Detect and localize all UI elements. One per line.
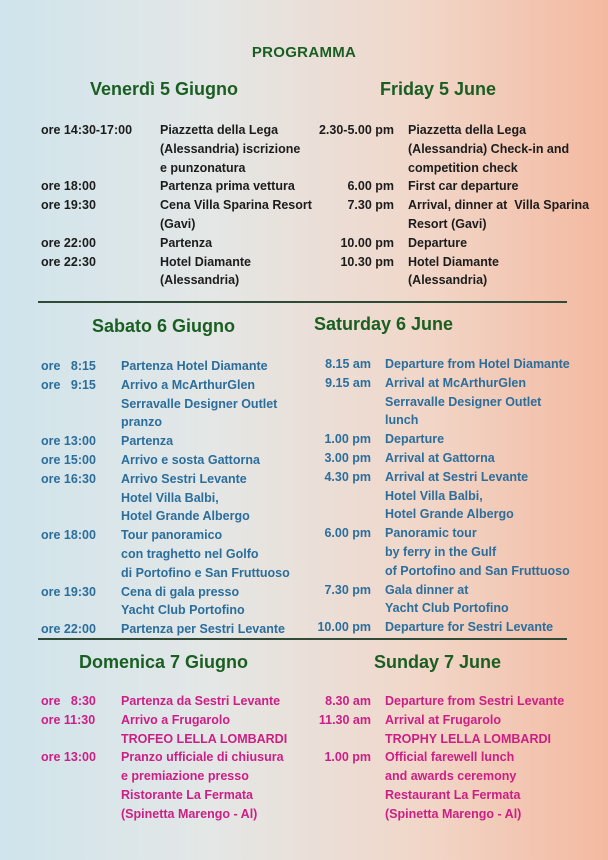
schedule-time: ore 9:15	[41, 377, 96, 392]
schedule-time: 6.00 pm	[347, 179, 394, 194]
it-day-heading-sunday: Domenica 7 Giugno	[79, 652, 249, 672]
schedule-time: 10.00 pm	[340, 235, 394, 250]
it-day-heading-saturday: Sabato 6 Giugno	[92, 316, 236, 336]
schedule-line	[41, 767, 287, 786]
schedule-time: ore 19:30	[41, 198, 96, 213]
schedule-line	[305, 524, 570, 543]
schedule-description: Piazzetta della Lega	[408, 123, 527, 137]
schedule-time: ore 18:00	[41, 528, 96, 543]
schedule-time	[41, 395, 107, 414]
schedule-description: e premiazione presso	[121, 769, 249, 784]
schedule-line	[41, 121, 312, 140]
schedule-line	[305, 767, 564, 786]
schedule-line	[305, 505, 570, 524]
schedule-line	[305, 374, 570, 393]
schedule-line	[41, 159, 312, 178]
spacer	[107, 805, 121, 824]
schedule-time	[41, 601, 107, 620]
spacer	[371, 430, 385, 449]
en-day-heading-sunday: Sunday 7 June	[374, 652, 502, 672]
spacer	[107, 692, 121, 711]
schedule-time: 9.15 am	[325, 375, 371, 390]
schedule-time: ore 11:30	[41, 712, 96, 727]
schedule-description: Partenza	[121, 434, 174, 449]
schedule-time	[305, 786, 371, 805]
schedule-description: Panoramic tour	[385, 526, 477, 541]
schedule-time: ore 22:00	[41, 235, 96, 250]
schedule-description: Hotel Diamante	[408, 254, 499, 269]
schedule-line	[302, 140, 589, 159]
schedule-description: Partenza da Sestri Levante	[121, 694, 281, 708]
schedule-description: Arrivo e sosta Gattorna	[121, 452, 260, 467]
spacer	[371, 692, 385, 711]
schedule-time	[305, 505, 371, 524]
schedule-line	[41, 507, 290, 526]
schedule-time	[41, 805, 107, 824]
schedule-time	[305, 730, 371, 749]
schedule-time	[305, 599, 371, 618]
schedule-description: competition check	[408, 160, 518, 175]
schedule-time: 2.30-5.00 pm	[318, 123, 394, 137]
en-day-heading-friday: Friday 5 June	[380, 79, 497, 99]
schedule-description: by ferry in the Gulf	[385, 544, 497, 559]
schedule-line	[302, 253, 589, 272]
schedule-description: Cena di gala presso	[121, 584, 240, 599]
schedule-time	[41, 545, 107, 564]
schedule-time: 7.30 pm	[347, 198, 394, 213]
schedule-time	[41, 140, 146, 159]
spacer	[107, 507, 121, 526]
schedule-line	[305, 786, 564, 805]
schedule-description: Hotel Villa Balbi,	[385, 488, 483, 503]
spacer	[107, 767, 121, 786]
spacer	[371, 711, 385, 730]
schedule-line	[41, 545, 290, 564]
schedule-time	[302, 159, 394, 178]
spacer	[146, 234, 160, 253]
en-schedule-sunday	[305, 692, 564, 824]
schedule-line	[41, 620, 290, 639]
schedule-line	[41, 601, 290, 620]
section-divider	[38, 638, 567, 640]
schedule-description: Hotel Villa Balbi,	[121, 490, 219, 505]
schedule-description: di Portofino e San Fruttuoso	[121, 565, 290, 580]
schedule-description: Arrival at McArthurGlen	[385, 375, 527, 390]
spacer	[107, 413, 121, 432]
schedule-description: Tour panoramico	[121, 528, 223, 543]
spacer	[371, 599, 385, 618]
schedule-description: Restaurant La Fermata	[385, 787, 521, 802]
schedule-time	[41, 507, 107, 526]
schedule-line	[305, 748, 564, 767]
schedule-time	[41, 564, 107, 583]
schedule-line	[41, 215, 312, 234]
spacer	[371, 468, 385, 487]
schedule-time	[41, 730, 107, 749]
schedule-line	[41, 786, 287, 805]
schedule-description: (Alessandria)	[408, 273, 488, 288]
spacer	[146, 271, 160, 290]
schedule-line	[305, 393, 570, 412]
schedule-time	[41, 271, 146, 290]
schedule-description: (Alessandria)	[160, 273, 240, 288]
spacer	[371, 786, 385, 805]
spacer	[371, 487, 385, 506]
schedule-description: Partenza Hotel Diamante	[121, 359, 268, 373]
spacer	[146, 196, 160, 215]
spacer	[371, 449, 385, 468]
schedule-time: 1.00 pm	[324, 750, 371, 765]
schedule-description: Arrival at Frugarolo	[385, 712, 501, 727]
schedule-time: ore 22:00	[41, 622, 96, 637]
schedule-line	[302, 271, 589, 290]
schedule-time	[41, 215, 146, 234]
schedule-description: (Alessandria) iscrizione	[160, 141, 301, 156]
schedule-description: Cena Villa Sparina Resort	[160, 198, 312, 213]
spacer	[371, 748, 385, 767]
schedule-time: 10.30 pm	[340, 254, 394, 269]
schedule-line	[302, 121, 589, 140]
schedule-description: Yacht Club Portofino	[385, 601, 509, 616]
schedule-line	[41, 196, 312, 215]
spacer	[371, 562, 385, 581]
spacer	[394, 234, 408, 253]
schedule-line	[41, 395, 290, 414]
schedule-line	[305, 711, 564, 730]
spacer	[107, 526, 121, 545]
spacer	[107, 786, 121, 805]
schedule-description: Piazzetta della Lega	[160, 123, 279, 137]
schedule-time: 4.30 pm	[324, 469, 371, 484]
spacer	[371, 730, 385, 749]
schedule-line	[41, 470, 290, 489]
schedule-time: 8.15 am	[325, 357, 371, 371]
schedule-time: 1.00 pm	[324, 432, 371, 447]
spacer	[107, 620, 121, 639]
schedule-line	[305, 562, 570, 581]
schedule-line	[305, 468, 570, 487]
schedule-description: and awards ceremony	[385, 769, 517, 784]
spacer	[107, 564, 121, 583]
schedule-description: Pranzo ufficiale di chiusura	[121, 750, 284, 765]
schedule-description: Serravalle Designer Outlet	[121, 396, 278, 411]
spacer	[146, 140, 160, 159]
spacer	[107, 730, 121, 749]
schedule-description: of Portofino and San Fruttuoso	[385, 563, 570, 578]
schedule-time	[305, 487, 371, 506]
schedule-description: Official farewell lunch	[385, 750, 515, 765]
schedule-line	[41, 234, 312, 253]
schedule-description: (Alessandria) Check-in and	[408, 141, 570, 156]
spacer	[107, 489, 121, 508]
spacer	[146, 159, 160, 178]
schedule-line	[41, 413, 290, 432]
schedule-time: ore 13:00	[41, 750, 96, 765]
schedule-time: ore 22:30	[41, 254, 96, 269]
schedule-line	[41, 451, 290, 470]
schedule-description: Arrivo Sestri Levante	[121, 471, 247, 486]
spacer	[107, 376, 121, 395]
schedule-time	[302, 215, 394, 234]
schedule-description: (Gavi)	[160, 216, 196, 231]
spacer	[107, 432, 121, 451]
spacer	[371, 581, 385, 600]
section-divider	[38, 301, 567, 303]
spacer	[371, 374, 385, 393]
schedule-description: First car departure	[408, 179, 519, 194]
it-day-heading-friday: Venerdì 5 Giugno	[90, 79, 239, 99]
schedule-time	[41, 413, 107, 432]
schedule-line	[302, 159, 589, 178]
schedule-description: Departure	[385, 432, 445, 447]
schedule-description: (Spinetta Marengo - Al)	[385, 806, 522, 821]
schedule-description: pranzo	[121, 415, 162, 430]
schedule-time	[41, 159, 146, 178]
spacer	[371, 524, 385, 543]
schedule-line	[41, 271, 312, 290]
spacer	[107, 470, 121, 489]
schedule-line	[305, 487, 570, 506]
schedule-line	[302, 215, 589, 234]
schedule-line	[305, 618, 570, 637]
schedule-line	[41, 376, 290, 395]
schedule-description: Partenza	[160, 235, 213, 250]
schedule-description: lunch	[385, 413, 419, 428]
schedule-description: Departure	[408, 235, 468, 250]
schedule-time	[41, 489, 107, 508]
schedule-line	[305, 692, 564, 711]
schedule-line	[41, 253, 312, 272]
schedule-time	[302, 140, 394, 159]
schedule-description: Partenza per Sestri Levante	[121, 622, 285, 637]
schedule-line	[302, 234, 589, 253]
schedule-description: Resort (Gavi)	[408, 216, 487, 231]
schedule-time	[305, 393, 371, 412]
schedule-description: Ristorante La Fermata	[121, 787, 253, 802]
schedule-description: Arrival at Gattorna	[385, 450, 495, 465]
spacer	[394, 159, 408, 178]
en-day-heading-saturday: Saturday 6 June	[314, 314, 454, 334]
schedule-time: ore 18:00	[41, 179, 96, 194]
spacer	[394, 215, 408, 234]
spacer	[371, 411, 385, 430]
schedule-description: e punzonatura	[160, 160, 246, 175]
schedule-time: ore 15:00	[41, 452, 96, 467]
schedule-description: Arrivo a Frugarolo	[121, 712, 231, 727]
schedule-time: ore 14:30-17:00	[41, 123, 133, 137]
spacer	[371, 805, 385, 824]
schedule-time: 11.30 am	[318, 712, 371, 727]
spacer	[107, 601, 121, 620]
schedule-line	[41, 730, 287, 749]
schedule-line	[41, 177, 312, 196]
spacer	[107, 451, 121, 470]
schedule-description: con traghetto nel Golfo	[121, 546, 259, 561]
schedule-description: TROFEO LELLA LOMBARDI	[121, 731, 288, 746]
schedule-time	[305, 562, 371, 581]
schedule-description: Departure from Hotel Diamante	[385, 357, 570, 371]
spacer	[394, 121, 408, 140]
schedule-time: 7.30 pm	[324, 582, 371, 597]
schedule-description: Hotel Grande Albergo	[121, 509, 250, 524]
spacer	[394, 253, 408, 272]
schedule-time	[41, 786, 107, 805]
schedule-time: 8.30 am	[325, 694, 371, 708]
en-schedule-friday	[302, 121, 589, 290]
schedule-line	[41, 711, 287, 730]
schedule-line	[302, 196, 589, 215]
schedule-description: Departure for Sestri Levante	[385, 620, 554, 635]
spacer	[107, 545, 121, 564]
it-schedule-friday	[41, 121, 312, 290]
spacer	[107, 357, 121, 376]
schedule-time	[305, 411, 371, 430]
spacer	[146, 253, 160, 272]
spacer	[107, 748, 121, 767]
spacer	[371, 505, 385, 524]
schedule-description: (Spinetta Marengo - Al)	[121, 806, 258, 821]
schedule-line	[305, 543, 570, 562]
schedule-description: Arrival at Sestri Levante	[385, 469, 529, 484]
schedule-time: ore 8:30	[41, 694, 96, 708]
spacer	[146, 177, 160, 196]
schedule-time: 6.00 pm	[324, 526, 371, 541]
schedule-description: Yacht Club Portofino	[121, 603, 245, 618]
schedule-line	[305, 730, 564, 749]
schedule-description: Arrivo a McArthurGlen	[121, 377, 256, 392]
spacer	[394, 271, 408, 290]
spacer	[146, 121, 160, 140]
schedule-line	[305, 411, 570, 430]
spacer	[371, 618, 385, 637]
schedule-description: Partenza prima vettura	[160, 179, 295, 194]
it-schedule-saturday	[41, 357, 290, 639]
schedule-time: ore 8:15	[41, 359, 96, 373]
schedule-time	[41, 767, 107, 786]
spacer	[107, 583, 121, 602]
schedule-line	[305, 355, 570, 374]
schedule-line	[305, 805, 564, 824]
spacer	[371, 767, 385, 786]
it-schedule-sunday	[41, 692, 287, 824]
schedule-description: Arrival, dinner at Villa Sparina	[408, 198, 590, 213]
schedule-time	[305, 805, 371, 824]
schedule-time	[305, 543, 371, 562]
schedule-line	[41, 583, 290, 602]
spacer	[394, 140, 408, 159]
schedule-line	[41, 692, 287, 711]
schedule-time: 3.00 pm	[324, 450, 371, 465]
page-title: PROGRAMMA	[251, 44, 357, 61]
spacer	[107, 711, 121, 730]
schedule-time: ore 19:30	[41, 584, 96, 599]
schedule-time: 10.00 pm	[317, 620, 371, 635]
schedule-time: ore 16:30	[41, 471, 96, 486]
spacer	[371, 355, 385, 374]
schedule-time	[305, 767, 371, 786]
schedule-line	[305, 430, 570, 449]
schedule-line	[41, 140, 312, 159]
spacer	[146, 215, 160, 234]
schedule-time: ore 13:00	[41, 434, 96, 449]
schedule-description: TROPHY LELLA LOMBARDI	[385, 731, 551, 746]
schedule-time	[302, 271, 394, 290]
schedule-line	[41, 805, 287, 824]
spacer	[394, 177, 408, 196]
spacer	[371, 543, 385, 562]
schedule-line	[41, 748, 287, 767]
schedule-description: Hotel Grande Albergo	[385, 507, 514, 522]
spacer	[107, 395, 121, 414]
schedule-description: Gala dinner at	[385, 582, 469, 597]
schedule-line	[302, 177, 589, 196]
schedule-description: Serravalle Designer Outlet	[385, 394, 542, 409]
schedule-line	[41, 432, 290, 451]
schedule-line	[41, 357, 290, 376]
en-schedule-saturday	[305, 355, 570, 637]
spacer	[394, 196, 408, 215]
spacer	[371, 393, 385, 412]
schedule-description: Departure from Sestri Levante	[385, 694, 565, 708]
schedule-line	[305, 449, 570, 468]
schedule-description: Hotel Diamante	[160, 254, 251, 269]
schedule-line	[41, 526, 290, 545]
schedule-line	[305, 599, 570, 618]
schedule-line	[41, 489, 290, 508]
schedule-line	[41, 564, 290, 583]
schedule-line	[305, 581, 570, 600]
